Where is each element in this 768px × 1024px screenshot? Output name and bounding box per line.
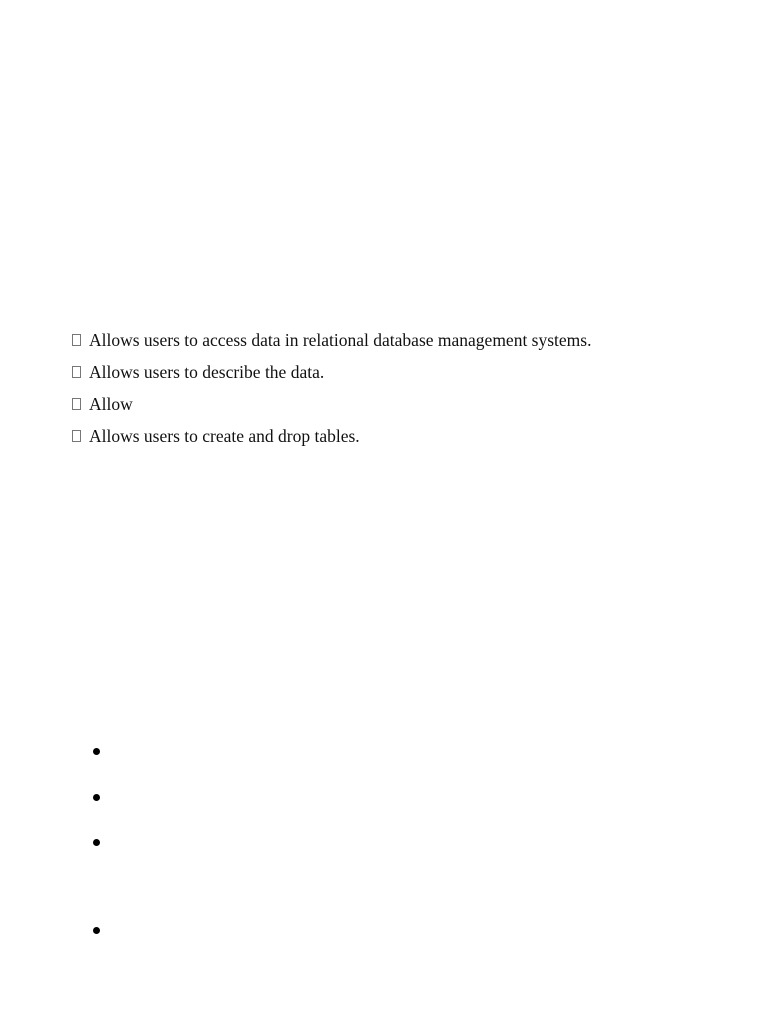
bullet-icon — [93, 839, 100, 846]
bullet-icon — [93, 794, 100, 801]
list-item-text: Allows users to access data in relational database management systems. — [89, 330, 592, 350]
list-item — [72, 425, 712, 457]
missing-glyph-icon — [72, 430, 81, 442]
list-item-text: Allows users to describe the data. — [89, 362, 325, 382]
list-item — [72, 329, 712, 361]
missing-glyph-icon — [72, 398, 81, 410]
missing-glyph-icon — [72, 334, 81, 346]
bullet-icon — [93, 927, 100, 934]
list-item-text: Allow — [89, 394, 133, 414]
bullet-icon — [93, 748, 100, 755]
list-item — [72, 361, 712, 393]
missing-glyph-icon — [72, 366, 81, 378]
feature-list — [72, 329, 712, 457]
list-item — [72, 393, 712, 425]
list-item-text: Allows users to create and drop tables. — [89, 426, 360, 446]
